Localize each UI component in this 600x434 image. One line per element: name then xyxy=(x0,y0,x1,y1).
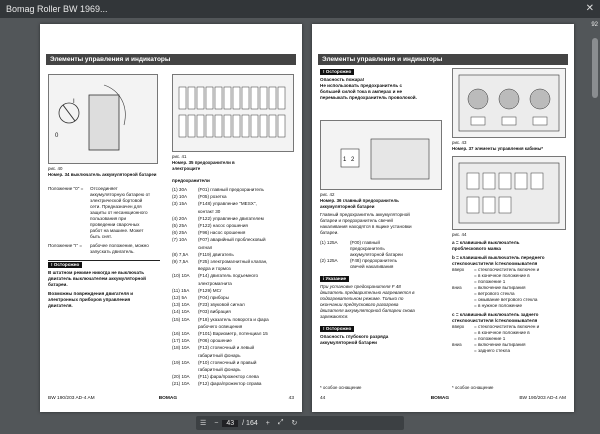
note-tag: i Указание xyxy=(320,276,349,282)
page-navigation-bar xyxy=(196,416,404,430)
footer-brand: BOMAG xyxy=(430,396,450,401)
pos1-line: рабочее положение, можно xyxy=(90,243,149,248)
fuse-description: (F10) стояночный и правый xyxy=(198,359,257,365)
rotate-icon[interactable]: ↻ xyxy=(291,420,298,427)
fuse-row xyxy=(172,236,296,243)
fuse-row xyxy=(172,215,296,222)
danger-title: Опасность пожара! xyxy=(320,77,365,82)
fuse-description: (F07) аварийный проблесковый xyxy=(198,237,266,243)
main-fuse-desc: аккумуляторной батареи xyxy=(350,252,403,257)
warning-line: Возможны повреждения двигателя и xyxy=(48,291,134,296)
switch-b-title: стеклоочистителя /стеклоомывателя xyxy=(452,261,538,266)
fuse-description: (F04) приборы xyxy=(198,295,229,301)
fuse-rating: (2) 10A xyxy=(172,194,188,200)
fuse-rating: (13) 10A xyxy=(172,302,190,308)
page-43 xyxy=(40,24,302,412)
fuse-description: ведра и тормоз xyxy=(198,266,231,272)
danger-line: Не использовать предохранитель с xyxy=(320,83,403,88)
warning-block xyxy=(48,262,160,309)
fuse-row xyxy=(172,244,296,251)
fuses-heading: предохранители xyxy=(172,178,210,183)
page-header: Элементы управления и индикаторы xyxy=(318,54,568,65)
window-titlebar xyxy=(0,0,600,18)
footer-page-number: 44 xyxy=(320,396,326,401)
pos0-line: пользования при xyxy=(90,216,127,221)
fuse-row xyxy=(172,251,296,258)
pos0-line: работ на машине. Может xyxy=(90,228,144,233)
pos0-label: Положение "0" = xyxy=(48,186,84,191)
menu-icon[interactable]: ☰ xyxy=(200,420,207,427)
fuse-rating: (20) 10A xyxy=(172,374,190,380)
pdf-viewer[interactable] xyxy=(0,18,600,434)
note-line: подогревательном режиме. Только по xyxy=(320,296,404,301)
fuse-list xyxy=(172,186,296,388)
fuse-description: контакт 30 xyxy=(198,208,221,214)
fuse-row xyxy=(172,316,296,323)
window-title: Bomag Roller BW 1969... xyxy=(6,4,108,14)
fuse-rating: (11) 15A xyxy=(172,287,190,293)
fuse-description: (F14) двигатель подъемного xyxy=(198,273,259,279)
switch-descriptions xyxy=(452,240,570,354)
main-fuse-rating: (1) 125A xyxy=(320,240,338,245)
fuse-description: (F122) управление двигателем xyxy=(198,215,264,221)
current-page-input[interactable]: 43 xyxy=(222,420,238,427)
fuse-rating: (7) 10A xyxy=(172,237,188,243)
fuse-rating: (18) 10A xyxy=(172,345,190,351)
fuse-description: (F101) Вариометр, потенциал 15 xyxy=(198,331,268,337)
fuse-rating: (19) 10A xyxy=(172,359,190,365)
fuse-row xyxy=(172,287,296,294)
fuse-rating: (9) 7,5A xyxy=(172,259,189,265)
switch-action: = включение вытирания xyxy=(474,285,526,290)
footnote-2: * особое оснащение xyxy=(452,385,494,390)
fuse-description: сигнал xyxy=(198,244,213,250)
fuse-row xyxy=(172,344,296,351)
danger-block xyxy=(320,69,442,101)
switch-c-rows xyxy=(452,324,570,354)
fig41-title-line: Номер. 35 предохранители в xyxy=(172,160,235,165)
fuse-description: (F12) фара/прожектор справа xyxy=(198,381,262,387)
pos0-line: аккумуляторную батарею от xyxy=(90,192,151,197)
fuse-row xyxy=(172,272,296,279)
fuse-row xyxy=(172,193,296,200)
footer-model: BW 190/203 AD-4 AM xyxy=(519,396,566,401)
pos0-line: Отсоединяет xyxy=(90,186,118,191)
fuse-row xyxy=(172,186,296,193)
fuse-rating: (3) 15A xyxy=(172,201,188,207)
fuse-rating: (15) 10A xyxy=(172,316,190,322)
danger-line: большей силой тока в амперах и не xyxy=(320,89,403,94)
battery-switch-image xyxy=(48,74,158,164)
fuse-rating: (21) 10A xyxy=(172,381,190,387)
pos0-line: защиты от несанкционного xyxy=(90,210,148,215)
warning-tag: ! Осторожно xyxy=(320,326,354,332)
page-footer xyxy=(48,396,294,404)
cab-controls-image xyxy=(452,68,566,138)
warning-line: двигателя. xyxy=(48,303,73,308)
fuse-box-image xyxy=(172,74,294,152)
danger-line: перемыкать предохранитель проволокой. xyxy=(320,95,417,100)
switch-state: вниз xyxy=(452,285,462,290)
fuse-row xyxy=(172,380,296,387)
fuse-rating: (12) 5A xyxy=(172,295,188,301)
fuse-row xyxy=(172,366,296,373)
warning-line: аккумуляторной батареи xyxy=(320,340,377,345)
switch-row xyxy=(452,303,570,309)
fig43-title: Номер. 37 элементы управления кабины* xyxy=(452,146,543,151)
svg-text:2: 2 xyxy=(351,157,355,163)
warning-line: Опасность глубокого разряда xyxy=(320,334,389,339)
fit-page-icon[interactable]: ⤢ xyxy=(277,419,284,426)
fig41-caption: рис. 41 xyxy=(172,154,187,159)
cab-switches-image xyxy=(452,156,566,230)
svg-text:1: 1 xyxy=(343,157,347,163)
fig42-caption: рис. 42 xyxy=(320,192,335,197)
switch-b-title: b = клавишный выключатель переднего xyxy=(452,255,545,260)
fuse-row xyxy=(172,359,296,366)
fuse-rating: (4) 20A xyxy=(172,215,188,221)
switch-row xyxy=(452,348,570,354)
pos0-line: быть снят. xyxy=(90,234,112,239)
fuse-description: рабочего освещения xyxy=(198,323,243,329)
fuse-description: (F05) розетка xyxy=(198,194,227,200)
fuse-description: (F01) главный предохранитель xyxy=(198,187,264,192)
switch-c-title: c = клавишный выключатель заднего xyxy=(452,312,539,317)
page-44 xyxy=(312,24,574,412)
footnote: * особое оснащение xyxy=(320,385,362,390)
switch-state: вверх xyxy=(452,324,465,329)
fuse-rating: (8) 7,5A xyxy=(172,251,189,257)
fuse-row xyxy=(172,337,296,344)
fuse-description: габаритный фонарь xyxy=(198,352,241,358)
switch-action: = заднего стекла xyxy=(474,348,510,353)
switch-action: = в конечное положение в xyxy=(474,330,530,335)
note-line: двигателя аккумуляторной батареи снова xyxy=(320,308,415,313)
total-pages: / 164 xyxy=(242,419,258,427)
main-fuse-name: (F00) главный xyxy=(350,240,380,245)
switch-action: = ветрового стекла xyxy=(474,291,515,296)
fuse-row xyxy=(172,208,296,215)
switch-action: = в нужное положение xyxy=(474,303,523,308)
footer-brand: BOMAG xyxy=(158,396,178,401)
scrollbar[interactable] xyxy=(592,38,598,98)
pos0-line: электрической бортовой xyxy=(90,198,143,203)
fuse-description: электромагнита xyxy=(198,280,232,286)
fuse-row xyxy=(172,373,296,380)
fuse-description: (F23) звуковой сигнал xyxy=(198,302,245,308)
svg-text:I: I xyxy=(73,99,75,105)
fuse-row xyxy=(172,330,296,337)
switch-b-rows xyxy=(452,267,570,309)
warning-line: В штатном режиме никогда не выключать xyxy=(48,270,145,275)
switch-action: = положение 1 xyxy=(474,336,506,341)
warning-line: батареи. xyxy=(48,282,68,287)
fuse-row xyxy=(172,301,296,308)
fig43-caption: рис. 43 xyxy=(452,140,467,145)
fuse-description: (F03) вибрация xyxy=(198,309,231,315)
switch-state: вверх xyxy=(452,267,465,272)
note-line: При установке предохранителя F 48 xyxy=(320,284,401,289)
desc-line: накаливания находятся в ящике установки xyxy=(320,224,412,229)
fuse-description: (F11) фара/прожектор слева xyxy=(198,374,259,380)
fig42-description xyxy=(320,212,442,236)
fuse-rating: (10) 10A xyxy=(172,273,190,279)
switch-c-title: стеклоочистителя /стеклоомывателя xyxy=(452,318,538,323)
fuse-description: (F148) управление "MESX", xyxy=(198,201,257,207)
desc-line: батареи. xyxy=(320,230,339,235)
main-fuse-list xyxy=(320,240,442,270)
switch-action: = в конечное положение в xyxy=(474,273,530,278)
warning-tag: ! Осторожно xyxy=(48,262,82,268)
note-line: двигатель предварительно нагревается в xyxy=(320,290,415,295)
warning-line: электронных приборов управления xyxy=(48,297,131,302)
fuse-row xyxy=(172,229,296,236)
fuse-description: (F96) насос орошения xyxy=(198,230,246,236)
fuse-rating: (1) 30A xyxy=(172,187,188,192)
fuse-description: габаритный фонарь xyxy=(198,367,241,373)
fuse-row xyxy=(172,265,296,272)
switch-action: = стеклоочиститель включен и xyxy=(474,267,540,272)
warning-line: двигатель выключателем аккумуляторной xyxy=(48,276,146,281)
switch-action: = включение вытирания xyxy=(474,342,526,347)
fuse-row xyxy=(172,323,296,330)
main-fuse-name: (F48) предохранитель xyxy=(350,258,397,263)
fuse-rating: (16) 10A xyxy=(172,331,190,337)
switch-action: = омывание ветрового стекла xyxy=(474,297,538,302)
footer-model: BW 190/203 AD-4 AM xyxy=(48,396,95,401)
switch-action: = стеклоочиститель включен и xyxy=(474,324,540,329)
discharge-warning xyxy=(320,326,442,346)
switch-action: = положение 1 xyxy=(474,279,506,284)
main-fuse-image xyxy=(320,120,442,190)
switch-state xyxy=(452,303,474,309)
desc-line: батареи и предохранитель свечей xyxy=(320,218,393,223)
fuse-row xyxy=(172,222,296,229)
fuse-description: (F129) MCr xyxy=(198,287,222,293)
pos0-line: сети. Предназначен для xyxy=(90,204,142,209)
svg-text:0: 0 xyxy=(55,133,59,139)
fig40-caption: рис. 40 xyxy=(48,166,63,171)
fuse-rating: (5) 25A xyxy=(172,223,188,229)
switch-a-sub: проблескового маяка xyxy=(452,246,501,251)
fuse-row xyxy=(172,308,296,315)
fig41-title xyxy=(172,160,292,171)
main-fuse-desc: свечей накаливания xyxy=(350,264,394,269)
warning-tag: ! Осторожно xyxy=(320,69,354,75)
page-footer xyxy=(320,396,566,404)
note-line: окончании предпускового разогрева xyxy=(320,302,399,307)
fuse-row xyxy=(172,280,296,287)
footer-page-number: 43 xyxy=(288,396,294,401)
switch-state: вниз xyxy=(452,342,462,347)
zoom-in-icon[interactable]: + xyxy=(265,419,270,427)
fuse-description: (F25) электромагнитный клапан, xyxy=(198,259,268,265)
fuse-description: (F119) двигатель xyxy=(198,251,234,257)
fuse-row xyxy=(172,352,296,359)
pos1-label: Положение "I" = xyxy=(48,243,83,248)
fuse-description: (F18) указатель поворота и фара xyxy=(198,316,269,322)
switch-state xyxy=(452,348,474,354)
fuse-row xyxy=(172,294,296,301)
pos0-block xyxy=(48,186,160,255)
zoom-out-icon[interactable]: − xyxy=(214,419,219,427)
page-header: Элементы управления и индикаторы xyxy=(46,54,296,65)
fig44-caption: рис. 44 xyxy=(452,232,467,237)
main-fuse-desc: предохранитель xyxy=(350,246,385,251)
fuse-row xyxy=(172,258,296,265)
fig42-title-line: аккумуляторной батареи xyxy=(320,203,375,209)
note-block xyxy=(320,276,442,320)
main-fuse-rating: (2) 125A xyxy=(320,258,338,263)
fig42-title xyxy=(320,198,442,209)
pos1-line: запускать двигатель. xyxy=(90,249,135,254)
fuse-description: (F06) орошение xyxy=(198,338,232,344)
divider xyxy=(48,260,160,261)
fig42-title-line: Номер. 36 главный предохранитель xyxy=(320,198,399,203)
fuse-description: (F122) насос орошения xyxy=(198,223,248,229)
fuse-rating: (14) 10A xyxy=(172,309,190,315)
desc-line: Главный предохранитель аккумуляторной xyxy=(320,212,410,217)
note-line: заряжаются. xyxy=(320,314,349,319)
fuse-rating: (6) 25A xyxy=(172,230,188,236)
fig40-title: Номер. 34 выключатель аккумуляторной батареи xyxy=(48,172,157,177)
close-icon[interactable]: ✕ xyxy=(585,3,594,14)
fig41-title-line: электрощите xyxy=(172,165,201,171)
fuse-description: (F13) стояночный и левый xyxy=(198,345,255,351)
switch-a-title: a = клавишный выключатель xyxy=(452,240,520,245)
pos0-line: проведении сварочных xyxy=(90,222,140,227)
zoom-level[interactable]: 92 xyxy=(591,22,598,28)
fuse-row xyxy=(172,200,296,207)
fuse-rating: (17) 10A xyxy=(172,338,190,344)
